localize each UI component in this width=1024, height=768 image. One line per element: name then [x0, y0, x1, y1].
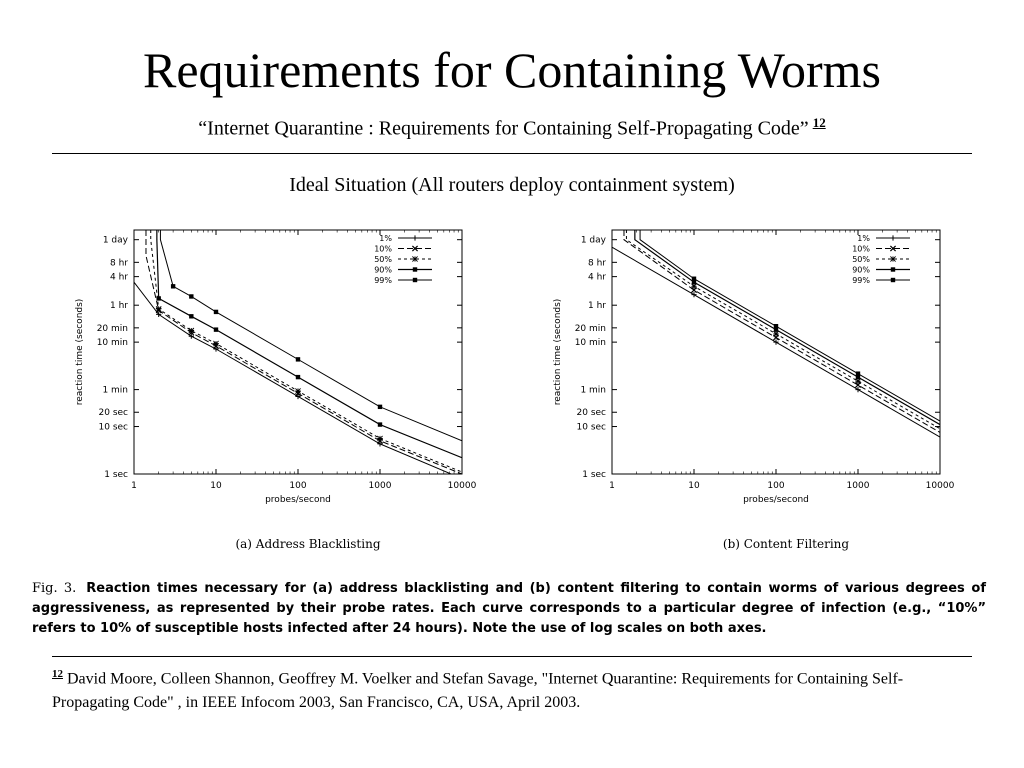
- y-tick-label: 1 sec: [582, 470, 606, 480]
- x-tick-label: 1: [609, 481, 615, 491]
- legend-label: 1%: [857, 234, 870, 243]
- y-tick-label: 10 sec: [576, 422, 606, 433]
- data-point: [891, 278, 895, 282]
- data-point: [296, 375, 300, 379]
- figure-caption: [32, 579, 986, 639]
- legend-label: 90%: [852, 265, 870, 275]
- footnote-text: David Moore, Colleen Shannon, Geoffrey M. Voelker and Stefan Savage, "Internet Quarantine: Requirements for Containing Self-Propagating Code" , in IEEE Infocom 2003, San Francisco, CA, USA, April 2003.: [52, 670, 904, 712]
- x-tick-label: 10: [688, 481, 700, 491]
- data-point: [413, 278, 417, 282]
- chart-caption: (b) Content Filtering: [722, 537, 850, 551]
- y-tick-label: 20 min: [574, 323, 606, 334]
- x-tick-label: 100: [767, 481, 785, 491]
- data-point: [171, 284, 175, 288]
- series-line: [160, 230, 462, 441]
- x-tick-label: 1000: [846, 481, 870, 491]
- y-tick-label: 1 hr: [110, 301, 128, 312]
- legend-label: 99%: [852, 276, 870, 285]
- data-point: [891, 267, 895, 271]
- legend-label: 90%: [374, 265, 392, 275]
- slide-title: Requirements for Containing Worms: [142, 42, 881, 98]
- data-point: [295, 388, 300, 393]
- x-tick-label: 10000: [925, 481, 955, 491]
- footnote-ref: 12: [52, 668, 63, 680]
- y-tick-label: 10 min: [574, 338, 606, 349]
- data-point: [378, 405, 382, 409]
- data-point: [377, 436, 382, 441]
- y-tick-label: 1 day: [580, 235, 606, 246]
- figure-caption-text: Reaction times necessary for (a) address blacklisting and (b) content filtering to contain worms of various degrees of aggressiveness, as represented by their probe rates. Each curve corresponds to a particular degree of infection (e.g., “10%” refers to 10% of susceptible hosts infected after 24 hours). Note the use of log scales on both axes.: [32, 581, 986, 636]
- series-line: [151, 230, 462, 472]
- data-point: [774, 324, 778, 328]
- y-tick-label: 10 min: [96, 338, 128, 349]
- data-point: [413, 267, 417, 271]
- y-tick-label: 1 hr: [588, 301, 606, 312]
- data-point: [189, 314, 193, 318]
- y-tick-label: 10 sec: [98, 422, 128, 433]
- data-point: [156, 296, 160, 300]
- series-line: [146, 230, 462, 474]
- series-group: [134, 230, 462, 479]
- data-point: [214, 310, 218, 314]
- y-tick-label: 20 min: [96, 323, 128, 334]
- data-point: [214, 327, 218, 331]
- y-axis-label: reaction time (seconds): [75, 298, 85, 406]
- legend-label: 50%: [374, 255, 392, 264]
- top-divider: [52, 153, 972, 154]
- data-point: [189, 294, 193, 298]
- bottom-divider: [52, 656, 972, 657]
- y-tick-label: 8 hr: [110, 258, 128, 269]
- x-tick-label: 10: [210, 481, 222, 491]
- legend-label: 1%: [379, 234, 392, 243]
- legend-label: 10%: [374, 244, 392, 254]
- data-point: [296, 357, 300, 361]
- y-tick-label: 4 hr: [588, 272, 606, 283]
- data-point: [213, 341, 218, 346]
- y-tick-label: 1 min: [102, 385, 128, 396]
- data-point: [855, 387, 860, 392]
- series-line: [134, 230, 462, 479]
- data-point: [412, 235, 417, 240]
- situation-heading: Ideal Situation (All routers deploy containment system): [289, 174, 735, 196]
- x-tick-label: 10000: [447, 481, 477, 491]
- data-point: [691, 292, 696, 297]
- subtitle-footnote-ref[interactable]: 12: [812, 115, 826, 130]
- x-tick-label: 1: [131, 481, 137, 491]
- y-tick-label: 4 hr: [110, 272, 128, 283]
- x-tick-label: 100: [289, 481, 307, 491]
- data-point: [855, 379, 860, 384]
- footnote: [52, 662, 972, 715]
- x-axis-label: probes/second: [265, 495, 331, 505]
- data-point: [773, 331, 778, 336]
- legend-label: 50%: [852, 255, 870, 264]
- data-point: [378, 422, 382, 426]
- data-point: [412, 256, 417, 261]
- data-point: [692, 277, 696, 281]
- series-line: [157, 230, 462, 458]
- y-tick-label: 1 sec: [104, 470, 128, 480]
- data-point: [691, 284, 696, 289]
- data-point: [156, 306, 161, 311]
- chart-content-filtering: [548, 222, 968, 562]
- x-axis-label: probes/second: [743, 495, 809, 505]
- data-point: [856, 371, 860, 375]
- slide-subtitle: [0, 110, 1024, 142]
- x-tick-label: 1000: [368, 481, 392, 491]
- y-tick-label: 20 sec: [98, 408, 128, 419]
- y-axis-label: reaction time (seconds): [553, 298, 563, 406]
- data-point: [189, 328, 194, 333]
- y-tick-label: 1 day: [102, 235, 128, 246]
- chart-caption: (a) Address Blacklisting: [235, 537, 381, 551]
- y-tick-label: 1 min: [580, 385, 606, 396]
- data-point: [890, 256, 895, 261]
- chart-address-blacklisting: [70, 222, 490, 562]
- legend-label: 99%: [374, 276, 392, 285]
- subtitle-text: “Internet Quarantine : Requirements for Containing Self-Propagating Code”: [198, 117, 809, 140]
- figure-caption-lead: Fig. 3.: [32, 581, 77, 596]
- legend-label: 10%: [852, 244, 870, 254]
- data-point: [773, 340, 778, 345]
- y-tick-label: 8 hr: [588, 258, 606, 269]
- y-tick-label: 20 sec: [576, 408, 606, 419]
- data-point: [890, 235, 895, 240]
